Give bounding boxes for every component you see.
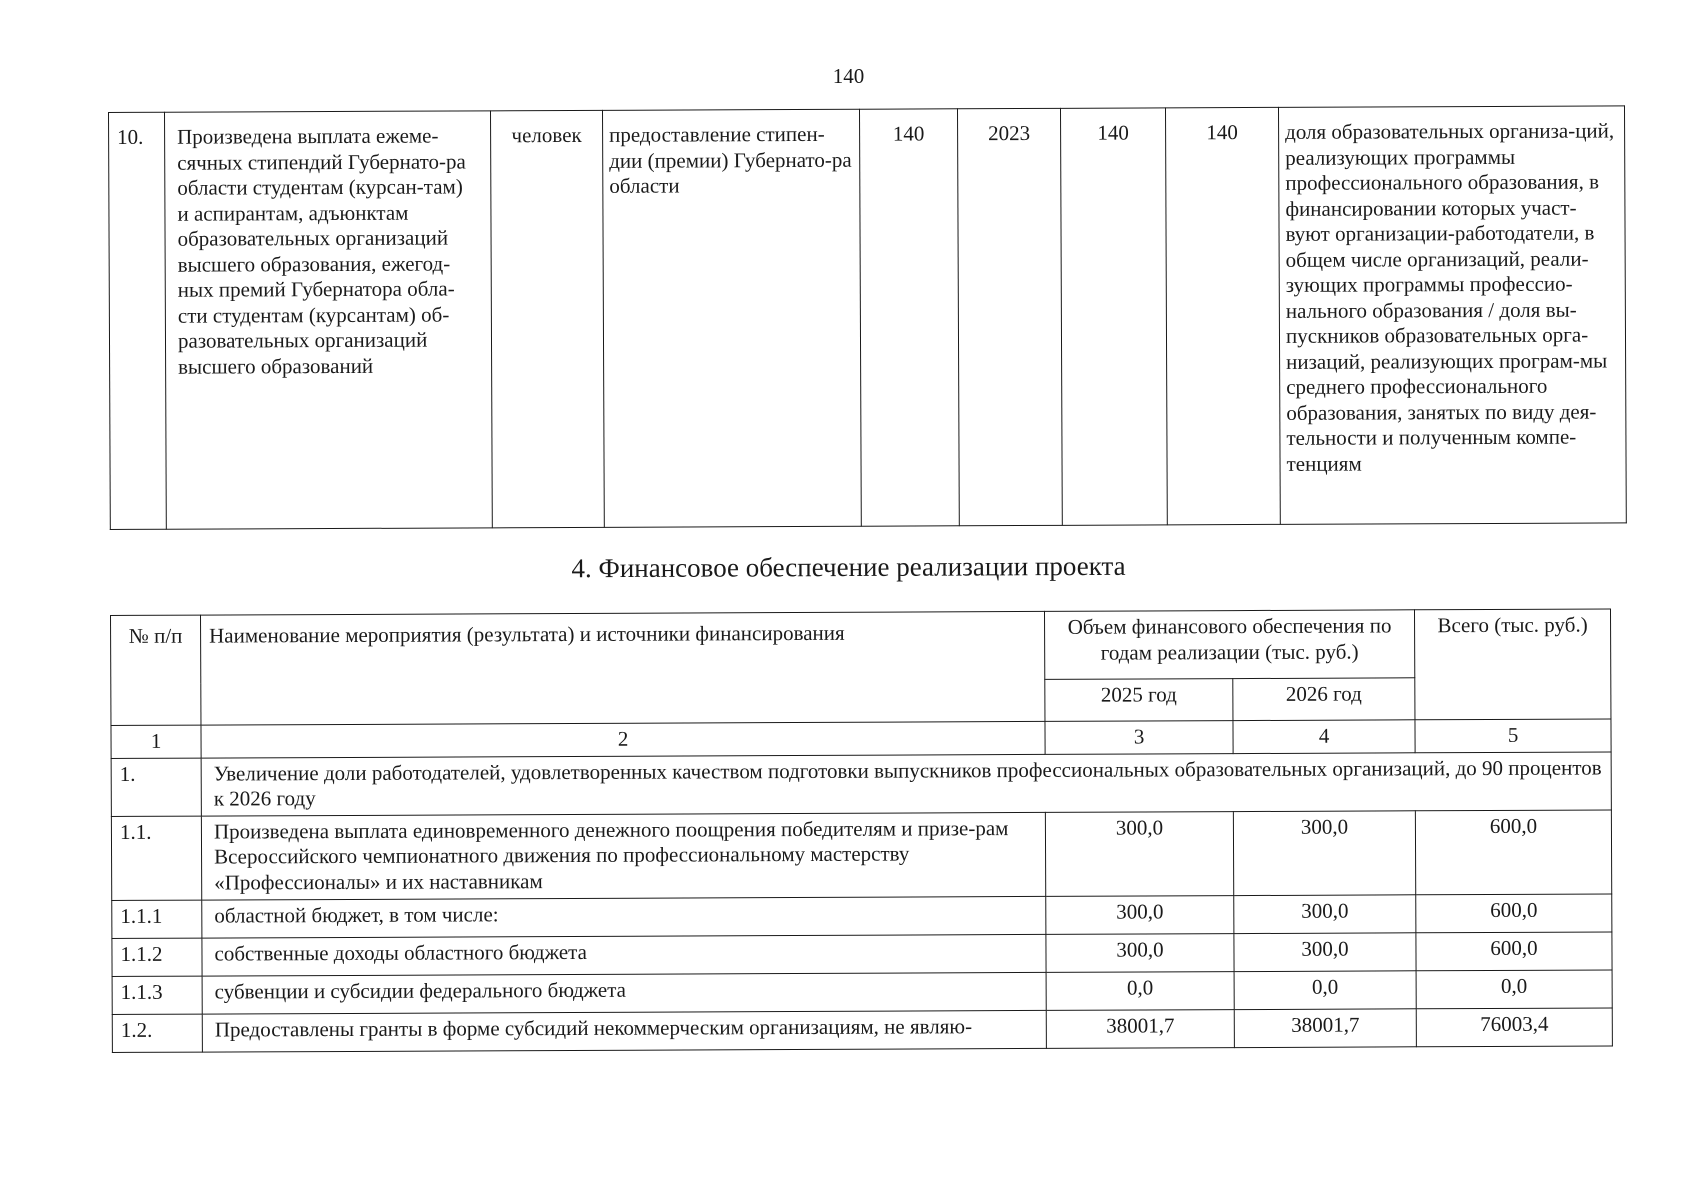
column-number: 2	[201, 721, 1045, 757]
row-number: 1.2.	[112, 1014, 202, 1052]
section-title: 4. Финансовое обеспечение реализации проекта	[571, 550, 1126, 584]
row-value-2026: 300,0	[1233, 810, 1415, 895]
row-number: 1.1.3	[112, 976, 202, 1014]
table-row	[112, 893, 1612, 938]
column-number: 4	[1233, 720, 1415, 753]
row-number: 1.1.1	[112, 900, 202, 938]
unit-of-measure: человек	[490, 110, 604, 527]
finance-table	[110, 608, 1613, 1052]
header-total: Всего (тыс. руб.)	[1414, 609, 1610, 720]
row-value-2025: 300,0	[1045, 811, 1233, 896]
header-name: Наименование мероприятия (результата) и источники финансирования	[201, 611, 1045, 725]
goal-text: Увеличение доли работодателей, удовлетворенных качеством подготовки выпускников профессиональных образовательных организаций, до 90 процентов к 2026 году	[201, 751, 1611, 815]
value-2025: 140	[1060, 108, 1167, 525]
row-value-total: 0,0	[1416, 969, 1612, 1008]
indicator-link: доля образовательных организа-ций, реализующих программы профессионального образования, в финансировании которых участ-вуют организации-работодатели, в общем числе организаций, реали-зующих программы профессио-нального образования / доля вы-пускников образовательных орга-низаций, реализующих програм-мы среднего профессионального образования, занятых по виду дея-тельности и полученным компе-тенциям	[1278, 106, 1626, 525]
row-name: Произведена выплата единовременного денежного поощрения победителям и призе-рам Всероссийского чемпионатного движения по профессиональному мастерству «Профессионалы» и их наставникам	[201, 812, 1045, 900]
header-year-2025: 2025 год	[1045, 679, 1233, 722]
header-num: № п/п	[111, 615, 201, 725]
results-table	[108, 105, 1627, 530]
table-row	[112, 931, 1612, 976]
row-value-2026: 300,0	[1234, 932, 1416, 971]
row-value-2026: 38001,7	[1234, 1008, 1416, 1047]
header-volume: Объем финансового обеспечения по годам реализации (тыс. руб.)	[1044, 610, 1414, 680]
column-number: 1	[111, 725, 201, 758]
row-value-total: 600,0	[1415, 809, 1611, 894]
column-number: 3	[1045, 721, 1233, 754]
table-row	[111, 809, 1611, 900]
row-value-total: 600,0	[1416, 893, 1612, 932]
row-value-total: 76003,4	[1416, 1007, 1612, 1046]
row-value-2025: 300,0	[1046, 895, 1234, 934]
results-row-10	[109, 106, 1627, 530]
result-name: Произведена выплата ежеме-сячных стипендий Губернато-ра области студентам (курсан-там) и аспирантам, адъюнктам образовательных организаций высшего образования, ежегод-ных премий Губернатора обла-сти студентам (курсантам) об-разовательных организаций высшего образований	[165, 111, 493, 529]
row-value-total: 600,0	[1416, 931, 1612, 970]
table-row	[112, 1007, 1612, 1052]
base-value: 140	[859, 109, 959, 526]
row-value-2025: 38001,7	[1046, 1009, 1234, 1048]
goal-number: 1.	[111, 758, 201, 816]
row-value-2025: 0,0	[1046, 971, 1234, 1010]
result-type: предоставление стипен-дии (премии) Губернато-ра области	[602, 109, 861, 527]
header-year-2026: 2026 год	[1233, 678, 1415, 721]
page-number: 140	[832, 64, 865, 88]
row-name: областной бюджет, в том числе:	[202, 896, 1046, 938]
row-number: 1.1.2	[112, 938, 202, 976]
row-value-2026: 0,0	[1234, 970, 1416, 1009]
goal-row	[111, 751, 1611, 816]
column-number: 5	[1415, 719, 1611, 752]
row-number: 1.1.	[111, 816, 201, 900]
table-row	[112, 969, 1612, 1014]
row-number: 10.	[109, 112, 167, 529]
header-row-1	[111, 609, 1611, 684]
row-value-2026: 300,0	[1234, 894, 1416, 933]
value-2026: 140	[1165, 107, 1280, 524]
row-name: Предоставлены гранты в форме субсидий некоммерческим организациям, не являю-	[202, 1010, 1046, 1052]
row-name: собственные доходы областного бюджета	[202, 934, 1046, 976]
base-year: 2023	[957, 108, 1062, 525]
row-value-2025: 300,0	[1046, 933, 1234, 972]
row-name: субвенции и субсидии федерального бюджета	[202, 972, 1046, 1014]
